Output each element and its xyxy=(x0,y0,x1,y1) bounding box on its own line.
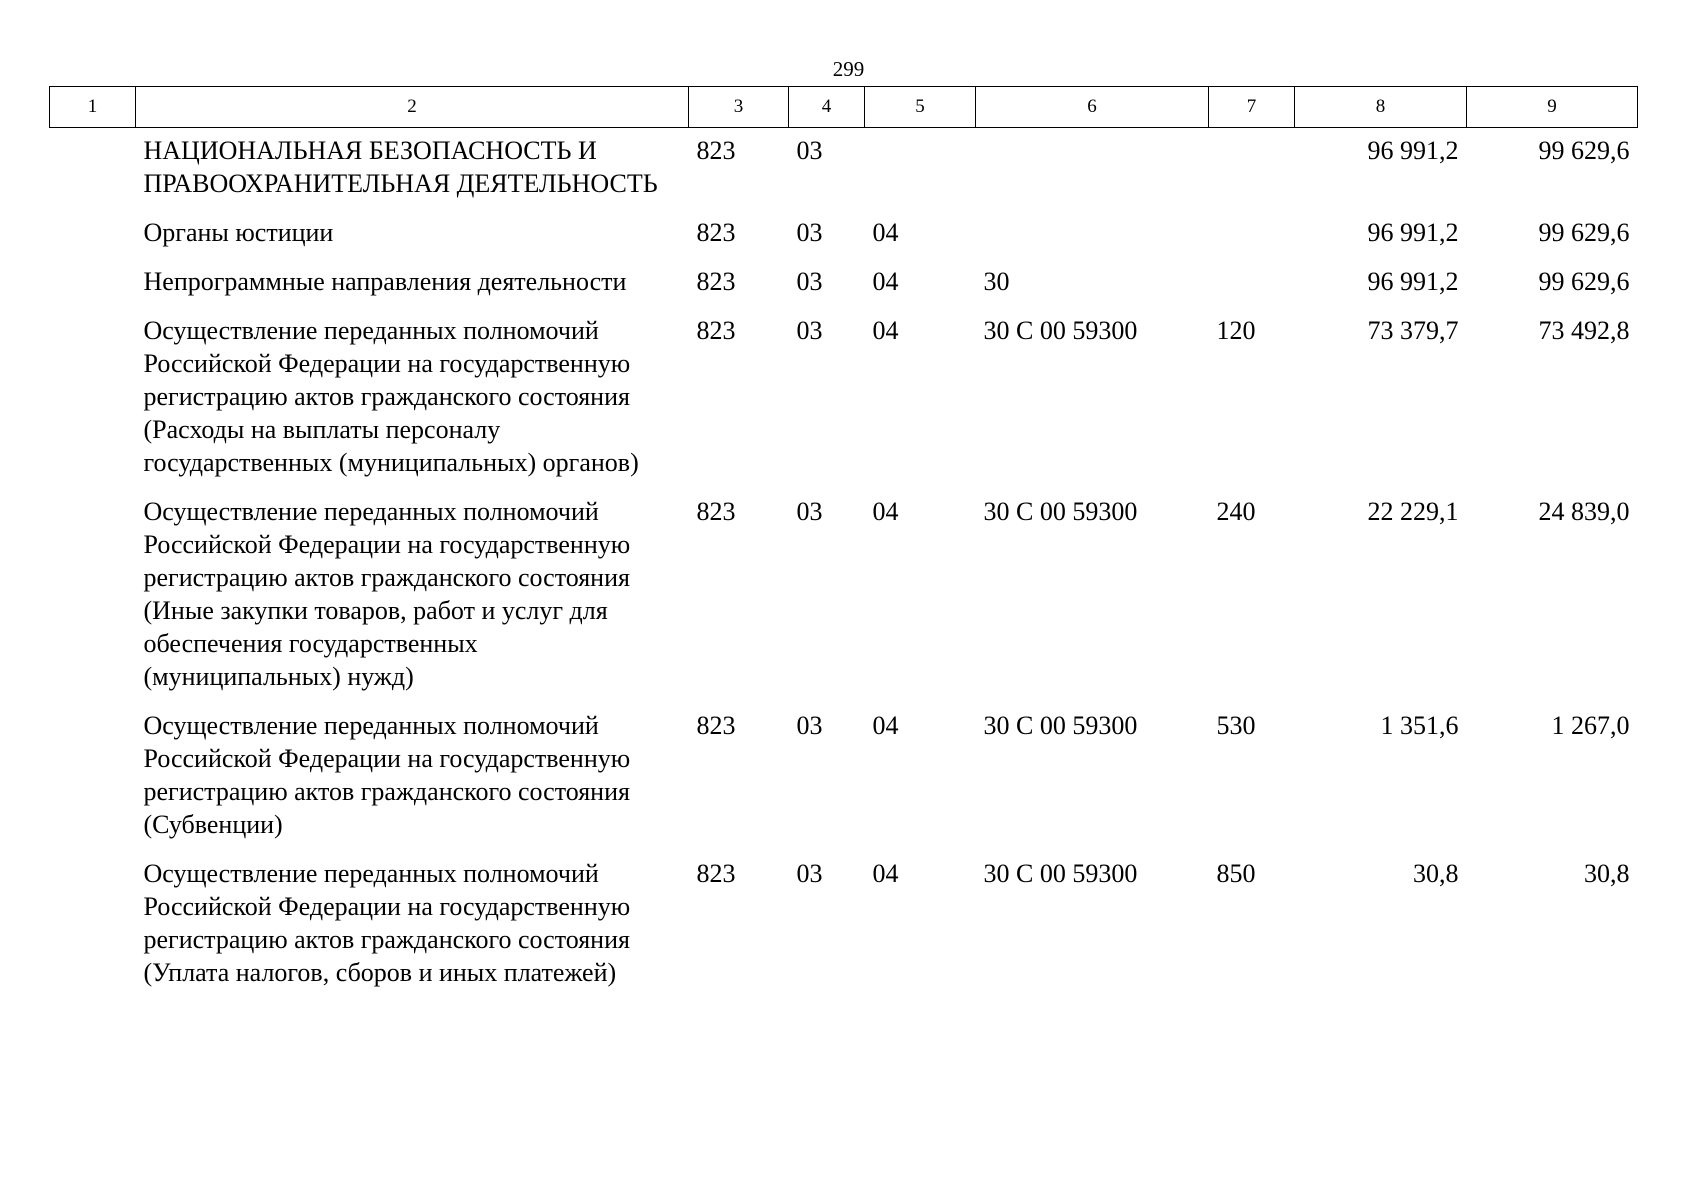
page-number: 299 xyxy=(832,57,865,81)
row-col8: 22 229,1 xyxy=(1367,497,1459,526)
row-col6: 30 С 00 59300 xyxy=(983,711,1138,740)
row-col5: 04 xyxy=(872,859,899,888)
header-col-8: 8 xyxy=(1295,87,1467,128)
row-name: Осуществление переданных полномочий Российской Федерации на государственную регистрацию актов гражданского состояния (Уплата налогов, сборов и иных платежей) xyxy=(143,859,631,987)
row-col5: 04 xyxy=(872,316,899,345)
header-row xyxy=(50,87,1638,128)
row-empty-cell xyxy=(50,709,136,857)
row-empty-cell xyxy=(50,314,136,495)
row-col7 xyxy=(1209,265,1295,314)
row-col4: 03 xyxy=(796,136,823,165)
header-col-6: 6 xyxy=(976,87,1209,128)
row-col9: 99 629,6 xyxy=(1538,267,1630,296)
row-col4: 03 xyxy=(796,316,823,345)
row-col6 xyxy=(976,128,1209,217)
row-col5: 04 xyxy=(872,267,899,296)
row-col4: 03 xyxy=(796,497,823,526)
row-col6 xyxy=(976,216,1209,265)
row-col6: 30 С 00 59300 xyxy=(983,316,1138,345)
header-col-7: 7 xyxy=(1209,87,1295,128)
row-col6: 30 С 00 59300 xyxy=(983,497,1138,526)
row-col4: 03 xyxy=(796,711,823,740)
header-col-1: 1 xyxy=(50,87,136,128)
row-name: Осуществление переданных полномочий Российской Федерации на государственную регистрацию актов гражданского состояния (Расходы на выплаты персоналу государственных (муниципальных) органов) xyxy=(143,316,639,477)
row-empty-cell xyxy=(50,216,136,265)
header-col-9: 9 xyxy=(1467,87,1638,128)
row-empty-cell xyxy=(50,265,136,314)
row-col3: 823 xyxy=(696,267,736,296)
row-col3: 823 xyxy=(696,859,736,888)
header-col-4: 4 xyxy=(789,87,865,128)
row-col7 xyxy=(1209,216,1295,265)
row-col7: 120 xyxy=(1216,316,1256,345)
row-col7 xyxy=(1209,128,1295,217)
row-col4: 03 xyxy=(796,218,823,247)
row-name: НАЦИОНАЛЬНАЯ БЕЗОПАСНОСТЬ И ПРАВООХРАНИТЕЛЬНАЯ ДЕЯТЕЛЬНОСТЬ xyxy=(143,136,658,198)
table-row xyxy=(50,216,1638,265)
row-col6: 30 С 00 59300 xyxy=(983,859,1138,888)
row-name: Непрограммные направления деятельности xyxy=(143,267,627,296)
header-col-2: 2 xyxy=(136,87,689,128)
budget-table xyxy=(49,86,1638,1005)
row-col8: 96 991,2 xyxy=(1367,267,1459,296)
row-col8: 96 991,2 xyxy=(1367,218,1459,247)
row-empty-cell xyxy=(50,857,136,1005)
row-col8: 73 379,7 xyxy=(1367,316,1459,345)
row-empty-cell xyxy=(50,495,136,709)
row-col7: 850 xyxy=(1216,859,1256,888)
row-col9: 73 492,8 xyxy=(1538,316,1630,345)
row-col7: 240 xyxy=(1216,497,1256,526)
table-body xyxy=(50,128,1638,1006)
table-row xyxy=(50,314,1638,495)
row-empty-cell xyxy=(50,128,136,217)
table-header xyxy=(50,87,1638,128)
row-col5: 04 xyxy=(872,497,899,526)
row-col8: 1 351,6 xyxy=(1380,711,1459,740)
header-col-5: 5 xyxy=(865,87,976,128)
row-name: Органы юстиции xyxy=(143,218,334,247)
row-col3: 823 xyxy=(696,136,736,165)
row-col3: 823 xyxy=(696,711,736,740)
header-col-3: 3 xyxy=(689,87,789,128)
row-col5: 04 xyxy=(872,711,899,740)
table-row xyxy=(50,128,1638,217)
table-row xyxy=(50,495,1638,709)
row-name: Осуществление переданных полномочий Российской Федерации на государственную регистрацию актов гражданского состояния (Иные закупки товаров, работ и услуг для обеспечения государственных (муниципальных) нужд) xyxy=(143,497,631,691)
row-col3: 823 xyxy=(696,218,736,247)
row-col4: 03 xyxy=(796,267,823,296)
table-row xyxy=(50,857,1638,1005)
table-row xyxy=(50,265,1638,314)
row-name: Осуществление переданных полномочий Российской Федерации на государственную регистрацию актов гражданского состояния (Субвенции) xyxy=(143,711,631,839)
row-col9: 30,8 xyxy=(1584,859,1630,888)
row-col6: 30 xyxy=(983,267,1010,296)
row-col3: 823 xyxy=(696,316,736,345)
row-col9: 24 839,0 xyxy=(1538,497,1630,526)
row-col9: 99 629,6 xyxy=(1538,136,1630,165)
row-col8: 96 991,2 xyxy=(1367,136,1459,165)
row-col5 xyxy=(865,128,976,217)
row-col5: 04 xyxy=(872,218,899,247)
row-col8: 30,8 xyxy=(1413,859,1459,888)
row-col4: 03 xyxy=(796,859,823,888)
row-col3: 823 xyxy=(696,497,736,526)
row-col9: 1 267,0 xyxy=(1551,711,1630,740)
table-row xyxy=(50,709,1638,857)
row-col9: 99 629,6 xyxy=(1538,218,1630,247)
row-col7: 530 xyxy=(1216,711,1256,740)
